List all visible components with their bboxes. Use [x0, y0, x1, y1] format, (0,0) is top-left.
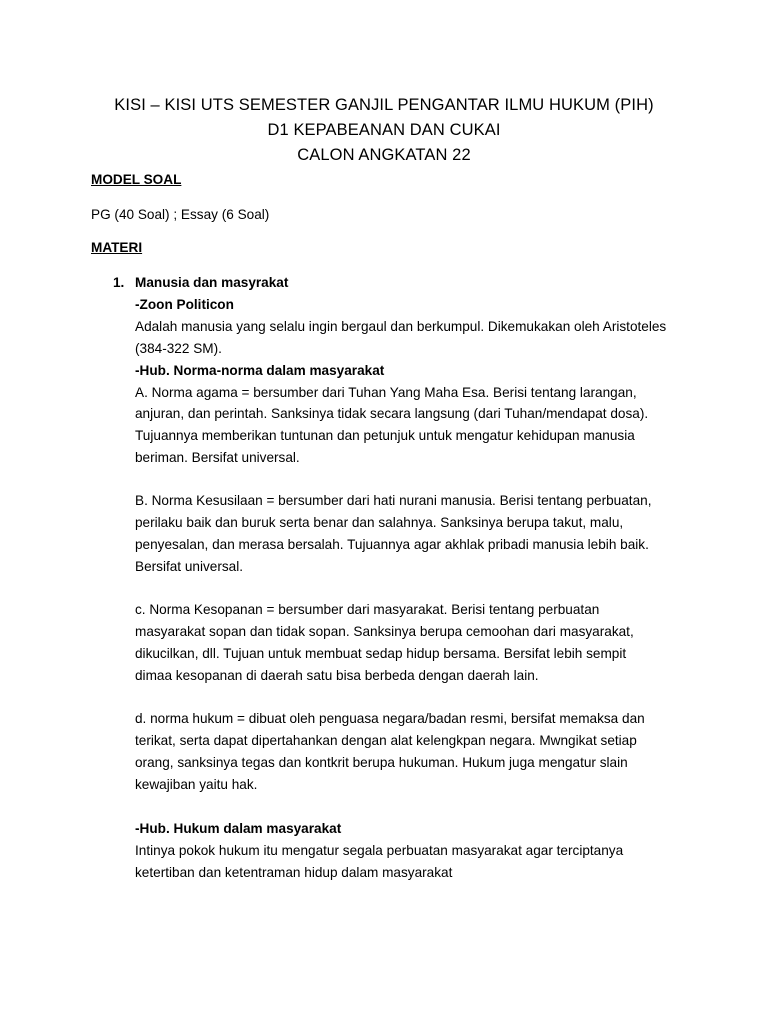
norma-agama-line: beriman. Bersifat universal. — [135, 450, 300, 466]
hukum-masyarakat-line: ketertiban dan ketentraman hidup dalam masyarakat — [135, 864, 453, 880]
hukum-masyarakat-heading: -Hub. Hukum dalam masyarakat — [135, 821, 342, 836]
norma-kesopanan-line: dimaa kesopanan di daerah satu bisa berbeda dengan daerah lain. — [135, 667, 539, 683]
hukum-masyarakat-line: Intinya pokok hukum itu mengatur segala perbuatan masyarakat agar terciptanya — [135, 842, 624, 858]
document-title — [0, 93, 768, 168]
norma-kesusilaan-line: B. Norma Kesusilaan = bersumber dari hati nurani manusia. Berisi tentang perbuatan, — [135, 493, 652, 508]
norma-kesopanan-line: dikucilkan, dll. Tujuan untuk membuat sedap hidup bersama. Bersifat lebih sempit — [135, 645, 627, 661]
norma-kesusilaan-line: perilaku baik dan buruk serta benar dan salahnya. Sanksinya berupa takut, malu, — [135, 514, 624, 530]
norma-hukum-line: kewajiban yaitu hak. — [135, 776, 258, 792]
zoon-text-line: (384-322 SM). — [135, 340, 222, 356]
norma-hukum-line: orang, sanksinya tegas dan kontkrit berupa hukuman. Hukum juga mengatur slain — [135, 754, 628, 770]
title-line-2: D1 KEPABEANAN DAN CUKAI — [267, 121, 501, 139]
norma-agama-line: A. Norma agama = bersumber dari Tuhan Yang Maha Esa. Berisi tentang larangan, — [135, 384, 637, 400]
norma-agama-line: Tujuannya memberikan tuntunan dan petunjuk untuk mengatur kehidupan manusia — [135, 428, 635, 444]
norma-agama-line: anjuran, dan perintah. Sanksinya tidak secara langsung (dari Tuhan/mendapat dosa). — [135, 406, 649, 422]
norma-kesopanan-line: masyarakat sopan dan tidak sopan. Sanksinya berupa cemoohan dari masyarakat, — [135, 623, 634, 639]
norma-kesopanan-line: c. Norma Kesopanan = bersumber dari masyarakat. Berisi tentang perbuatan — [135, 602, 600, 617]
title-line-1: KISI – KISI UTS SEMESTER GANJIL PENGANTAR ILMU HUKUM (PIH) — [114, 96, 654, 114]
list-item-1 — [135, 272, 675, 469]
norma-hukum-line: terikat, serta dapat dipertahankan dengan alat kelengkpan negara. Mwngikat setiap — [135, 732, 637, 748]
model-soal-value: PG (40 Soal) ; Essay (6 Soal) — [91, 207, 270, 222]
title-line-3: CALON ANGKATAN 22 — [297, 146, 471, 164]
zoon-politicon-heading: -Zoon Politicon — [135, 296, 234, 312]
list-number-1: 1. — [113, 275, 125, 290]
norma-hukum-paragraph — [135, 708, 675, 796]
hukum-masyarakat-section — [135, 818, 675, 884]
norma-kesusilaan-paragraph — [135, 490, 675, 578]
norma-kesopanan-paragraph — [135, 599, 675, 687]
norma-hukum-line: d. norma hukum = dibuat oleh penguasa negara/badan resmi, bersifat memaksa dan — [135, 711, 645, 726]
norma-kesusilaan-line: penyesalan, dan merasa bersalah. Tujuannya agar akhlak pribadi manusia lebih baik. — [135, 536, 649, 552]
norma-kesusilaan-line: Bersifat universal. — [135, 558, 244, 574]
norma-heading: -Hub. Norma-norma dalam masyarakat — [135, 362, 385, 378]
materi-heading: MATERI — [91, 240, 143, 255]
item-title: Manusia dan masyrakat — [135, 275, 289, 290]
zoon-text-line: Adalah manusia yang selalu ingin bergaul dan berkumpul. Dikemukakan oleh Aristoteles — [135, 318, 667, 334]
model-soal-heading: MODEL SOAL — [91, 172, 182, 187]
